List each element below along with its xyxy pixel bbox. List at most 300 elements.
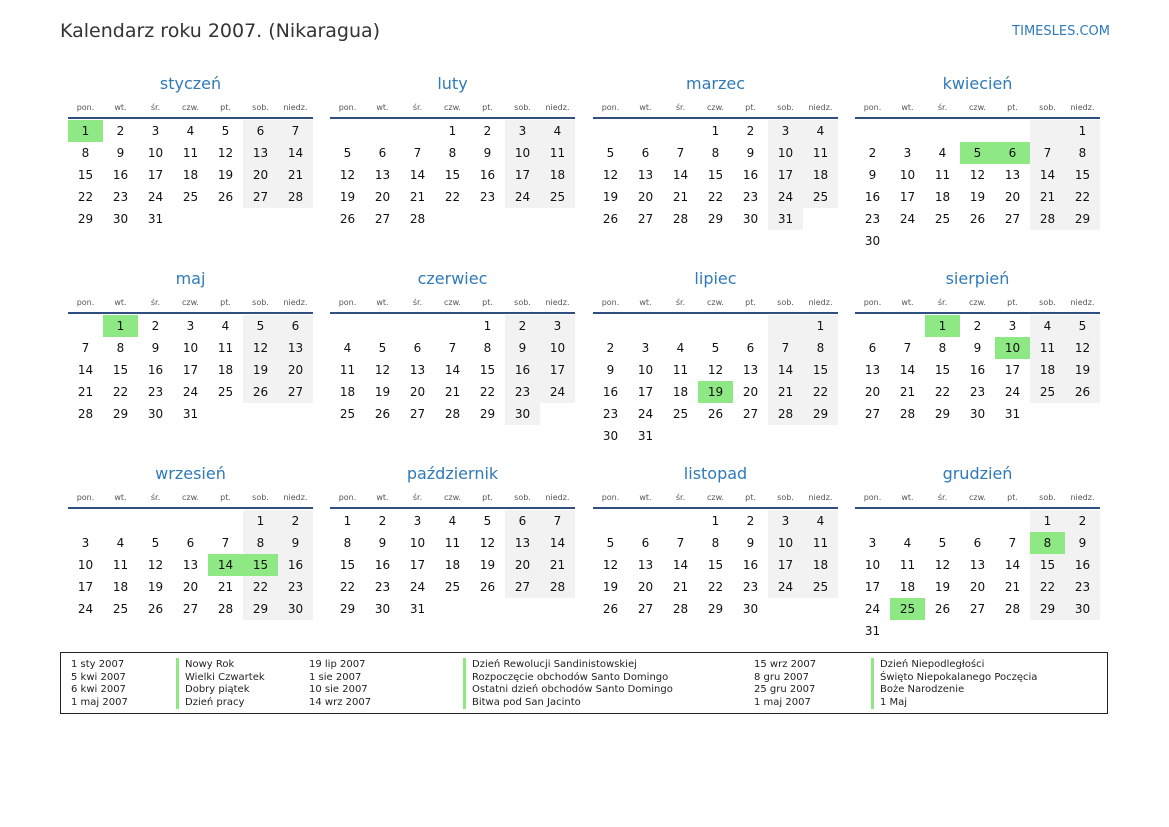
day-cell: 22 — [934, 385, 951, 399]
week-row — [855, 164, 1100, 186]
day-cell: 4 — [903, 536, 912, 550]
day-cell: 3 — [1008, 319, 1017, 333]
weekday-header — [68, 488, 313, 507]
day-cell: 4 — [1030, 315, 1065, 337]
day-cell: 20 — [505, 554, 540, 576]
day-cell: 8 — [711, 146, 720, 160]
day-cell: 17 — [505, 164, 540, 186]
day-cell: 8 — [243, 532, 278, 554]
empty-cell — [435, 315, 470, 337]
day-cell: 18 — [934, 190, 951, 204]
empty-cell — [890, 315, 925, 337]
empty-cell — [890, 620, 925, 642]
weekday-label: czw. — [182, 103, 199, 112]
day-cell: 19 — [147, 580, 164, 594]
day-cell: 19 — [339, 190, 356, 204]
week-row — [593, 425, 838, 447]
day-cell: 27 — [243, 186, 278, 208]
day-cell: 17 — [768, 164, 803, 186]
day-cell: 18 — [672, 385, 689, 399]
weekday-label: czw. — [969, 103, 986, 112]
weekday-label: czw. — [969, 298, 986, 307]
day-cell: 18 — [803, 164, 838, 186]
month-name: lipiec — [694, 269, 737, 288]
day-cell: 23 — [742, 190, 759, 204]
page-title: Kalendarz roku 2007. (Nikaragua) — [60, 20, 381, 42]
day-cell: 8 — [1030, 532, 1065, 554]
day-cell: 21 — [444, 385, 461, 399]
header-rule — [330, 312, 575, 314]
day-cell: 10 — [864, 558, 881, 572]
day-cell: 27 — [278, 381, 313, 403]
day-cell: 6 — [973, 536, 982, 550]
day-cell: 15 — [1030, 554, 1065, 576]
day-cell: 21 — [1004, 580, 1021, 594]
day-cell: 28 — [217, 602, 234, 616]
empty-cell — [1030, 403, 1065, 425]
day-cell: 7 — [676, 536, 685, 550]
empty-cell — [540, 598, 575, 620]
day-cell: 27 — [409, 407, 426, 421]
day-cell: 20 — [182, 580, 199, 594]
weekday-label: śr. — [937, 298, 948, 307]
weekday-label: niedz. — [1070, 103, 1095, 112]
month-block — [593, 70, 838, 230]
day-cell: 11 — [339, 363, 356, 377]
empty-cell — [365, 120, 400, 142]
empty-cell — [925, 510, 960, 532]
week-row — [855, 620, 1100, 642]
holiday-date: 25 gru 2007 — [754, 684, 816, 696]
day-cell: 2 — [868, 146, 877, 160]
week-row — [330, 120, 575, 142]
month-block — [68, 265, 313, 425]
day-cell: 26 — [602, 602, 619, 616]
weekday-label: pt. — [220, 298, 231, 307]
day-cell: 9 — [746, 146, 755, 160]
day-cell: 29 — [803, 403, 838, 425]
weekday-label: pt. — [1007, 103, 1018, 112]
day-cell: 6 — [278, 315, 313, 337]
day-cell: 14 — [208, 554, 243, 576]
day-cell: 6 — [505, 510, 540, 532]
day-cell: 14 — [672, 168, 689, 182]
weekday-label: pt. — [482, 298, 493, 307]
week-row — [593, 576, 838, 598]
month-block — [330, 460, 575, 620]
day-cell: 24 — [540, 381, 575, 403]
week-row — [330, 598, 575, 620]
day-cell: 23 — [505, 381, 540, 403]
day-cell: 11 — [934, 168, 951, 182]
holiday-date: 1 maj 2007 — [71, 697, 128, 709]
day-cell: 15 — [339, 558, 356, 572]
site-link[interactable]: TIMESLES.COM — [1012, 24, 1110, 39]
empty-cell — [1065, 230, 1100, 252]
day-cell: 6 — [995, 142, 1030, 164]
weekday-label: śr. — [937, 493, 948, 502]
day-cell: 2 — [151, 319, 160, 333]
empty-cell — [855, 120, 890, 142]
day-cell: 3 — [186, 319, 195, 333]
weekday-label: czw. — [444, 103, 461, 112]
weekday-label: pt. — [745, 103, 756, 112]
day-cell: 28 — [409, 212, 426, 226]
holiday-name: Dzień Niepodległości — [871, 658, 984, 671]
day-cell: 8 — [483, 341, 492, 355]
day-cell: 17 — [637, 385, 654, 399]
day-cell: 21 — [672, 580, 689, 594]
day-cell: 17 — [899, 190, 916, 204]
empty-cell — [890, 510, 925, 532]
day-cell: 19 — [1065, 359, 1100, 381]
week-row — [330, 208, 575, 230]
week-row — [855, 337, 1100, 359]
weekday-label: niedz. — [545, 103, 570, 112]
day-cell: 7 — [278, 120, 313, 142]
day-cell: 15 — [934, 363, 951, 377]
week-row — [68, 359, 313, 381]
weekday-label: śr. — [675, 103, 686, 112]
empty-cell — [540, 403, 575, 425]
day-cell: 4 — [186, 124, 195, 138]
header-rule — [330, 117, 575, 119]
day-cell: 21 — [409, 190, 426, 204]
day-cell: 13 — [374, 168, 391, 182]
day-cell: 20 — [637, 190, 654, 204]
weekday-label: pon. — [338, 493, 357, 502]
day-cell: 24 — [409, 580, 426, 594]
day-cell: 28 — [899, 407, 916, 421]
holiday-name: Bitwa pod San Jacinto — [463, 696, 581, 709]
day-cell: 9 — [505, 337, 540, 359]
day-cell: 4 — [116, 536, 125, 550]
week-row — [855, 403, 1100, 425]
day-cell: 28 — [1030, 208, 1065, 230]
empty-cell — [803, 598, 838, 620]
day-cell: 25 — [540, 186, 575, 208]
day-cell: 30 — [505, 403, 540, 425]
weekday-label: pon. — [863, 298, 882, 307]
day-cell: 13 — [637, 558, 654, 572]
day-cell: 3 — [868, 536, 877, 550]
day-cell: 8 — [116, 341, 125, 355]
day-cell: 11 — [540, 142, 575, 164]
day-cell: 21 — [672, 190, 689, 204]
empty-cell — [505, 598, 540, 620]
week-row — [68, 120, 313, 142]
day-cell: 2 — [606, 341, 615, 355]
holiday-name: Dzień Rewolucji Sandinistowskiej — [463, 658, 637, 671]
day-cell: 15 — [77, 168, 94, 182]
weekday-label: czw. — [707, 493, 724, 502]
day-cell: 13 — [969, 558, 986, 572]
day-cell: 7 — [1030, 142, 1065, 164]
header-rule — [68, 117, 313, 119]
day-cell: 5 — [151, 536, 160, 550]
day-cell: 27 — [637, 602, 654, 616]
month-name: listopad — [683, 464, 748, 483]
empty-cell — [663, 425, 698, 447]
day-cell: 24 — [768, 186, 803, 208]
day-cell: 22 — [1065, 186, 1100, 208]
week-row — [68, 532, 313, 554]
day-cell: 16 — [147, 363, 164, 377]
day-cell: 26 — [374, 407, 391, 421]
weekday-header — [855, 293, 1100, 312]
weekday-label: niedz. — [808, 298, 833, 307]
day-cell: 5 — [606, 146, 615, 160]
day-cell: 16 — [278, 554, 313, 576]
week-row — [68, 510, 313, 532]
month-block — [593, 460, 838, 620]
holiday-name: Dzień pracy — [176, 696, 244, 709]
day-cell: 12 — [602, 558, 619, 572]
day-cell: 7 — [1008, 536, 1017, 550]
day-cell: 30 — [864, 234, 881, 248]
day-cell: 23 — [479, 190, 496, 204]
day-cell: 20 — [374, 190, 391, 204]
day-cell: 10 — [540, 337, 575, 359]
day-cell: 1 — [711, 124, 720, 138]
week-row — [68, 164, 313, 186]
holiday-date: 6 kwi 2007 — [71, 684, 126, 696]
day-cell: 10 — [768, 532, 803, 554]
month-name: kwiecień — [942, 74, 1013, 93]
day-cell: 9 — [868, 168, 877, 182]
day-cell: 18 — [899, 580, 916, 594]
day-cell: 6 — [413, 341, 422, 355]
week-row — [330, 510, 575, 532]
day-cell: 30 — [742, 212, 759, 226]
week-row — [855, 120, 1100, 142]
day-cell: 26 — [969, 212, 986, 226]
day-cell: 24 — [147, 190, 164, 204]
holiday-legend — [60, 652, 1108, 714]
empty-cell — [1030, 620, 1065, 642]
week-row — [330, 532, 575, 554]
day-cell: 2 — [1065, 510, 1100, 532]
month-name: grudzień — [942, 464, 1013, 483]
holiday-name: Święto Niepokalanego Poczęcia — [871, 671, 1037, 684]
week-row — [593, 315, 838, 337]
week-row — [855, 230, 1100, 252]
day-cell: 19 — [934, 580, 951, 594]
day-cell: 21 — [278, 164, 313, 186]
empty-cell — [628, 120, 663, 142]
weekday-label: pon. — [338, 103, 357, 112]
empty-cell — [960, 620, 995, 642]
day-cell: 25 — [217, 385, 234, 399]
day-cell: 15 — [707, 558, 724, 572]
day-cell: 6 — [243, 120, 278, 142]
weekday-label: niedz. — [808, 493, 833, 502]
week-row — [593, 510, 838, 532]
day-cell: 16 — [479, 168, 496, 182]
day-cell: 8 — [1065, 142, 1100, 164]
day-cell: 12 — [217, 146, 234, 160]
holiday-date: 15 wrz 2007 — [754, 659, 817, 670]
day-cell: 5 — [243, 315, 278, 337]
weekday-header — [330, 293, 575, 312]
weekday-label: wt. — [114, 493, 127, 502]
weekday-label: wt. — [376, 493, 389, 502]
weekday-label: pt. — [745, 493, 756, 502]
weekday-label: pon. — [338, 298, 357, 307]
week-row — [330, 554, 575, 576]
day-cell: 13 — [278, 337, 313, 359]
day-cell: 10 — [409, 536, 426, 550]
day-cell: 13 — [505, 532, 540, 554]
day-cell: 26 — [217, 190, 234, 204]
weekday-label: sob. — [252, 103, 269, 112]
empty-cell — [960, 120, 995, 142]
week-row — [593, 554, 838, 576]
weekday-label: wt. — [639, 103, 652, 112]
empty-cell — [663, 315, 698, 337]
day-cell: 3 — [540, 315, 575, 337]
day-cell: 8 — [343, 536, 352, 550]
empty-cell — [435, 598, 470, 620]
week-row — [330, 337, 575, 359]
week-row — [68, 142, 313, 164]
day-cell: 29 — [1030, 598, 1065, 620]
weekday-label: sob. — [1039, 298, 1056, 307]
day-cell: 8 — [711, 536, 720, 550]
day-cell: 5 — [606, 536, 615, 550]
week-row — [330, 381, 575, 403]
day-cell: 3 — [641, 341, 650, 355]
empty-cell — [400, 315, 435, 337]
day-cell: 5 — [221, 124, 230, 138]
day-cell: 2 — [278, 510, 313, 532]
day-cell: 15 — [803, 359, 838, 381]
day-cell: 17 — [182, 363, 199, 377]
day-cell: 3 — [505, 120, 540, 142]
weekday-label: niedz. — [545, 493, 570, 502]
day-cell: 10 — [505, 142, 540, 164]
week-row — [68, 598, 313, 620]
weekday-label: pon. — [863, 493, 882, 502]
empty-cell — [1065, 620, 1100, 642]
weekday-label: sob. — [1039, 493, 1056, 502]
day-cell: 6 — [868, 341, 877, 355]
month-name: maj — [175, 269, 206, 288]
day-cell: 9 — [483, 146, 492, 160]
empty-cell — [173, 510, 208, 532]
week-row — [855, 359, 1100, 381]
day-cell: 19 — [479, 558, 496, 572]
day-cell: 2 — [746, 514, 755, 528]
week-row — [593, 532, 838, 554]
day-cell: 23 — [969, 385, 986, 399]
day-cell: 2 — [483, 124, 492, 138]
day-cell: 31 — [637, 429, 654, 443]
holiday-date: 8 gru 2007 — [754, 671, 809, 683]
day-cell: 1 — [448, 124, 457, 138]
day-cell: 30 — [969, 407, 986, 421]
day-cell: 3 — [768, 120, 803, 142]
weekday-header — [855, 488, 1100, 507]
empty-cell — [208, 403, 243, 425]
header-rule — [68, 312, 313, 314]
empty-cell — [925, 120, 960, 142]
month-name: czerwiec — [417, 269, 488, 288]
day-cell: 1 — [483, 319, 492, 333]
weekday-label: wt. — [376, 298, 389, 307]
empty-cell — [663, 120, 698, 142]
weekday-header — [593, 488, 838, 507]
holiday-name: Nowy Rok — [176, 658, 234, 671]
day-cell: 17 — [147, 168, 164, 182]
week-row — [855, 381, 1100, 403]
day-cell: 7 — [221, 536, 230, 550]
day-cell: 11 — [112, 558, 129, 572]
week-row — [330, 359, 575, 381]
weekday-label: śr. — [150, 493, 161, 502]
week-row — [593, 142, 838, 164]
weekday-label: sob. — [252, 298, 269, 307]
week-row — [330, 142, 575, 164]
day-cell: 25 — [890, 598, 925, 620]
day-cell: 23 — [602, 407, 619, 421]
weekday-label: pt. — [482, 103, 493, 112]
day-cell: 30 — [112, 212, 129, 226]
weekday-header — [855, 98, 1100, 117]
day-cell: 9 — [1065, 532, 1100, 554]
day-cell: 23 — [112, 190, 129, 204]
day-cell: 19 — [243, 359, 278, 381]
day-cell: 29 — [77, 212, 94, 226]
day-cell: 27 — [969, 602, 986, 616]
day-cell: 25 — [339, 407, 356, 421]
weekday-label: śr. — [150, 298, 161, 307]
day-cell: 10 — [768, 142, 803, 164]
day-cell: 13 — [409, 363, 426, 377]
day-cell: 14 — [409, 168, 426, 182]
day-cell: 1 — [803, 315, 838, 337]
day-cell: 11 — [1030, 337, 1065, 359]
day-cell: 5 — [378, 341, 387, 355]
holiday-name: Dobry piątek — [176, 683, 250, 696]
day-cell: 20 — [864, 385, 881, 399]
day-cell: 23 — [864, 212, 881, 226]
day-cell: 12 — [147, 558, 164, 572]
weekday-label: czw. — [707, 103, 724, 112]
day-cell: 4 — [448, 514, 457, 528]
weekday-label: śr. — [675, 493, 686, 502]
day-cell: 4 — [343, 341, 352, 355]
day-cell: 27 — [182, 602, 199, 616]
day-cell: 1 — [103, 315, 138, 337]
day-cell: 30 — [374, 602, 391, 616]
day-cell: 30 — [1065, 598, 1100, 620]
day-cell: 9 — [973, 341, 982, 355]
weekday-label: pon. — [76, 493, 95, 502]
day-cell: 14 — [768, 359, 803, 381]
weekday-label: niedz. — [808, 103, 833, 112]
day-cell: 28 — [540, 576, 575, 598]
day-cell: 26 — [934, 602, 951, 616]
day-cell: 4 — [540, 120, 575, 142]
day-cell: 24 — [505, 186, 540, 208]
weekday-header — [330, 98, 575, 117]
day-cell: 29 — [707, 212, 724, 226]
empty-cell — [855, 510, 890, 532]
weekday-label: czw. — [182, 493, 199, 502]
day-cell: 7 — [413, 146, 422, 160]
day-cell: 25 — [182, 190, 199, 204]
